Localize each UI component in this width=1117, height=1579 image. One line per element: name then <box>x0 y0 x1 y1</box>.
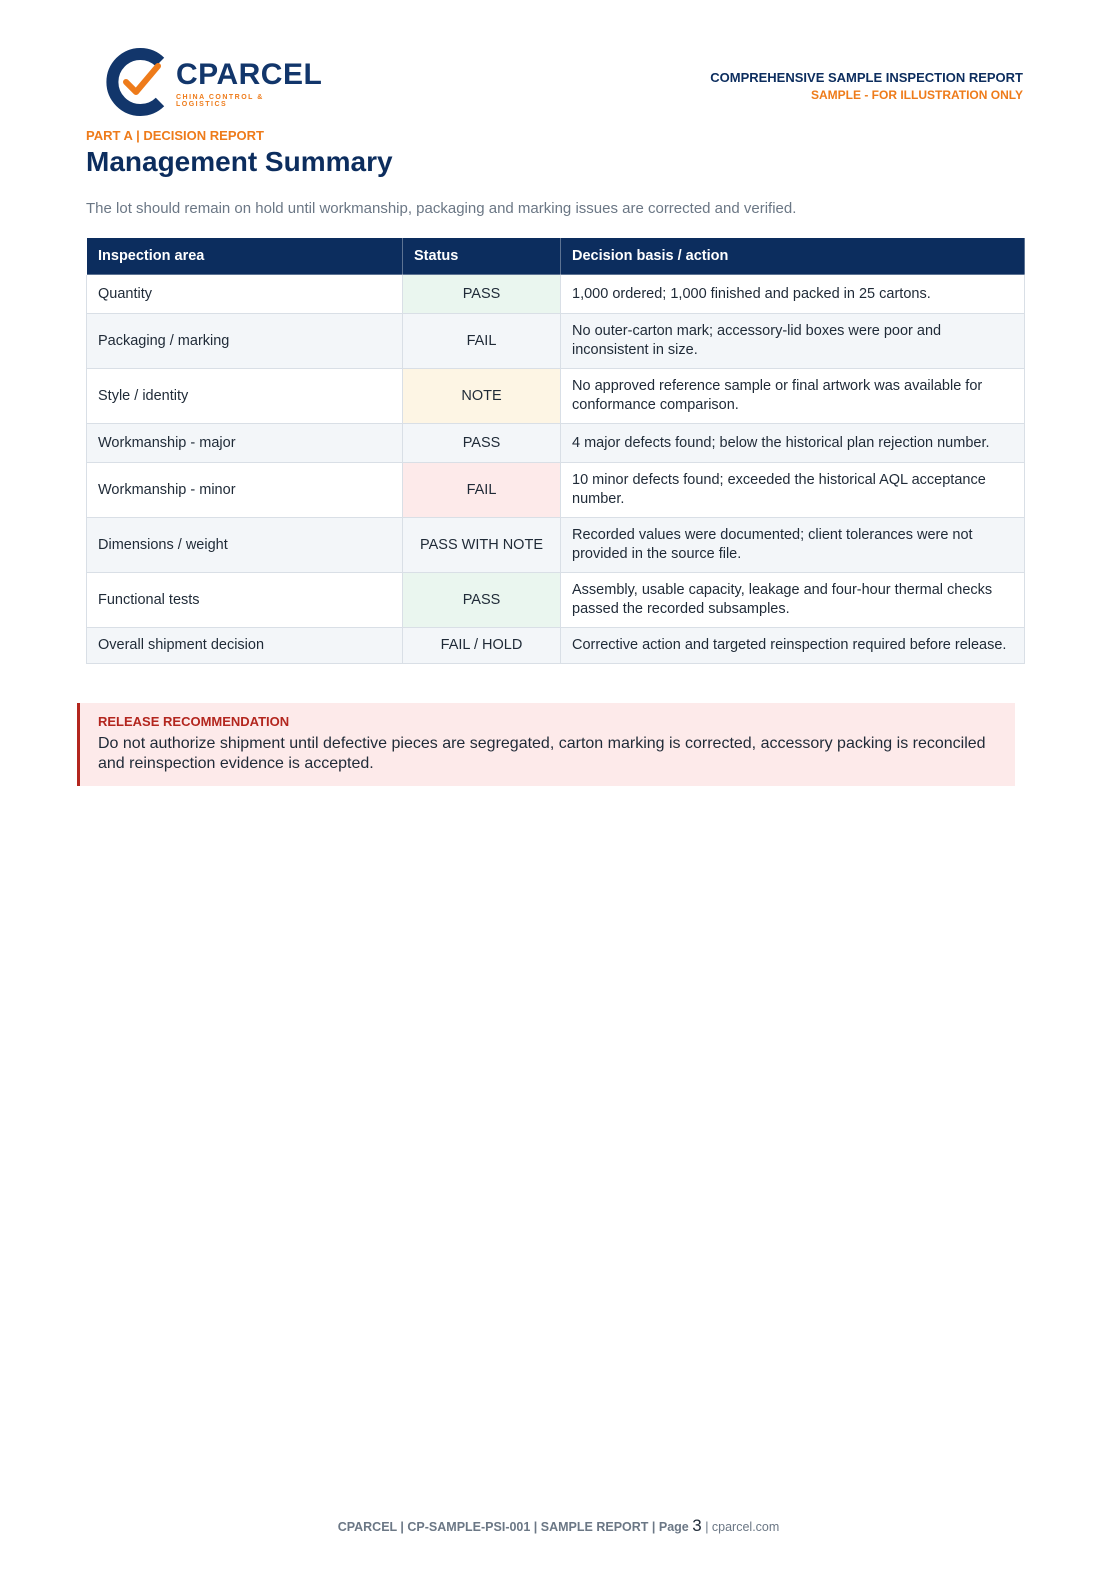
table-row <box>87 314 1025 369</box>
page-footer <box>0 1516 1117 1536</box>
table-row <box>87 628 1025 664</box>
row-status: PASS <box>403 573 561 628</box>
company-logo <box>104 48 323 116</box>
row-basis: Recorded values were documented; client tolerances were not provided in the source file. <box>561 518 1025 573</box>
row-status: FAIL / HOLD <box>403 628 561 664</box>
row-status: PASS WITH NOTE <box>403 518 561 573</box>
row-basis: No approved reference sample or final artwork was available for conformance comparison. <box>561 369 1025 424</box>
logo-check-icon <box>104 48 172 116</box>
report-subtitle: SAMPLE - FOR ILLUSTRATION ONLY <box>811 88 1023 102</box>
row-status: NOTE <box>403 369 561 424</box>
row-status: FAIL <box>403 314 561 369</box>
table-row <box>87 275 1025 314</box>
row-basis: 4 major defects found; below the historical plan rejection number. <box>561 424 1025 463</box>
recommendation-text: Do not authorize shipment until defective pieces are segregated, carton marking is corrected, accessory packing is reconciled and reinspection evidence is accepted. <box>98 735 986 772</box>
footer-doc-id: CPARCEL | CP-SAMPLE-PSI-001 | SAMPLE REPORT | Page <box>337 1520 689 1534</box>
summary-table <box>86 237 1025 664</box>
row-status: PASS <box>403 275 561 314</box>
footer-website: | cparcel.com <box>705 1520 780 1534</box>
row-area: Workmanship - major <box>87 424 403 463</box>
row-area: Overall shipment decision <box>87 628 403 664</box>
row-area: Quantity <box>87 275 403 314</box>
recommendation-label: RELEASE RECOMMENDATION <box>98 714 290 729</box>
row-status: PASS <box>403 424 561 463</box>
row-status: FAIL <box>403 463 561 518</box>
row-basis: No outer-carton mark; accessory-lid boxes were poor and inconsistent in size. <box>561 314 1025 369</box>
row-basis: 1,000 ordered; 1,000 finished and packed in 25 cartons. <box>561 275 1025 314</box>
report-title: COMPREHENSIVE SAMPLE INSPECTION REPORT <box>710 70 1023 85</box>
header-status: Status <box>403 238 561 275</box>
intro-text: The lot should remain on hold until workmanship, packaging and marking issues are corrected and verified. <box>86 200 797 217</box>
row-area: Style / identity <box>87 369 403 424</box>
row-basis: 10 minor defects found; exceeded the historical AQL acceptance number. <box>561 463 1025 518</box>
row-basis: Assembly, usable capacity, leakage and four-hour thermal checks passed the recorded subsamples. <box>561 573 1025 628</box>
row-area: Functional tests <box>87 573 403 628</box>
footer-page-number: 3 <box>692 1516 702 1535</box>
row-basis: Corrective action and targeted reinspection required before release. <box>561 628 1025 664</box>
table-row <box>87 424 1025 463</box>
page-title: Management Summary <box>86 146 393 177</box>
part-label: PART A | DECISION REPORT <box>86 128 264 143</box>
header-decision-basis: Decision basis / action <box>561 238 1025 275</box>
table-row <box>87 518 1025 573</box>
header-inspection-area: Inspection area <box>87 238 403 275</box>
row-area: Packaging / marking <box>87 314 403 369</box>
table-row <box>87 463 1025 518</box>
table-header-row <box>87 238 1025 275</box>
table-row <box>87 573 1025 628</box>
report-header <box>710 70 1023 102</box>
table-row <box>87 369 1025 424</box>
row-area: Dimensions / weight <box>87 518 403 573</box>
release-recommendation-box <box>77 703 1015 786</box>
row-area: Workmanship - minor <box>87 463 403 518</box>
logo-wordmark: CPARCEL <box>176 58 323 91</box>
logo-tagline: CHINA CONTROL & LOGISTICS <box>176 94 264 108</box>
